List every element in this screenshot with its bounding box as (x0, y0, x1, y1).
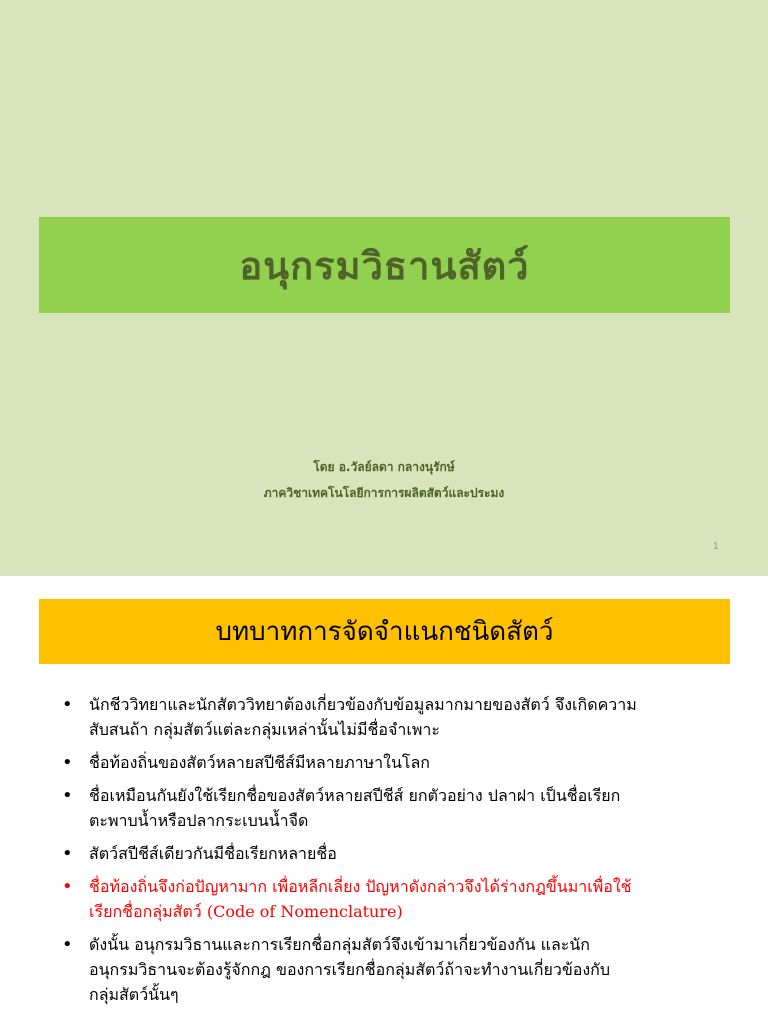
bullet-text: ตะพาบน้ำหรือปลากระเบนน้ำจืด (89, 811, 309, 830)
bullet-item-highlight (62, 874, 722, 924)
slide-title: อนุกรมวิธานสัตว์ (239, 243, 530, 288)
bullet-icon: • (62, 934, 73, 955)
bullet-item (62, 932, 722, 1007)
department-line: ภาควิชาเทคโนโลยีการการผลิตสัตว์และประมง (263, 486, 505, 500)
bullet-item (62, 750, 722, 775)
bullet-icon: • (62, 843, 73, 864)
bullet-icon: • (62, 752, 73, 773)
bullet-list (62, 692, 722, 1015)
bullet-text: ดังนั้น อนุกรมวิธานและการเรียกชื่อกลุ่มสัตว์จึงเข้ามาเกี่ยวข้องกัน และนัก (89, 935, 590, 954)
bullet-text: ชื่อเหมือนกันยังใช้เรียกชื่อของสัตว์หลายสปีชีส์ ยกตัวอย่าง ปลาฝา เป็นชื่อเรียก (89, 786, 621, 805)
bullet-icon: • (62, 876, 73, 897)
bullet-text: อนุกรมวิธานจะต้องรู้จักกฎ ของการเรียกชื่อกลุ่มสัตว์ถ้าจะทำงานเกี่ยวข้องกับ (89, 960, 611, 979)
bullet-text: ชื่อท้องถิ่นจึงก่อปัญหามาก เพื่อหลีกเลี่ยง ปัญหาดังกล่าวจึงได้ร่างกฎขึ้นมาเพื่อใช้ (89, 877, 632, 896)
bullet-item (62, 783, 722, 833)
bullet-text: นักชีววิทยาและนักสัตววิทยาต้องเกี่ยวข้องกับข้อมูลมากมายของสัตว์ จึงเกิดความ (89, 695, 637, 714)
slide-heading: บทบาทการจัดจำแนกชนิดสัตว์ (215, 617, 554, 647)
bullet-icon: • (62, 694, 73, 715)
bullet-text: เรียกชื่อกลุ่มสัตว์ (Code of Nomenclature) (89, 902, 403, 921)
bullet-text: สับสนถ้า กลุ่มสัตว์แต่ละกลุ่มเหล่านั้นไม่มีชื่อจำเพาะ (89, 720, 440, 739)
bullet-text: กลุ่มสัตว์นั้นๆ (89, 985, 179, 1004)
bullet-item (62, 692, 722, 742)
bullet-text: ชื่อท้องถิ่นของสัตว์หลายสปีชีส์มีหลายภาษาในโลก (89, 753, 430, 772)
bullet-item (62, 841, 722, 866)
title-banner (39, 217, 730, 313)
slide-number: 1 (713, 541, 719, 552)
author-line: โดย อ.วัลย์ลดา กลางนุรักษ์ (313, 460, 455, 474)
content-slide (0, 576, 768, 1024)
bullet-text: สัตว์สปีชีส์เดียวกันมีชื่อเรียกหลายชื่อ (89, 844, 337, 863)
bullet-icon: • (62, 785, 73, 806)
heading-banner (39, 599, 730, 664)
